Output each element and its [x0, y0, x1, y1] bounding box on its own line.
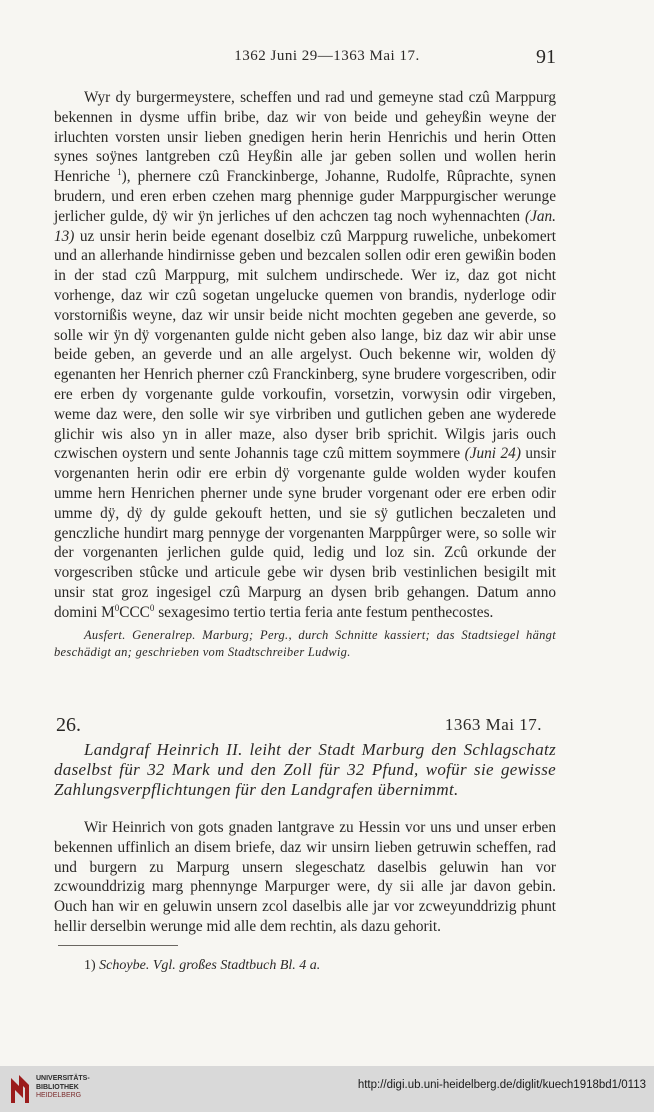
- library-name: [36, 1075, 90, 1101]
- page-number: 91: [536, 46, 556, 68]
- date-annotation: (Juni 24): [464, 445, 521, 463]
- text-segment: Wyr dy burgermeystere, scheffen und rad und gemeyne stad czû Marppurg bekennen in dysme uffin bribe, daz wir von beide und geheyßin weyne der irluchten vorsten unsir lieben gnedigen herin herin Henrichis und herin Otten synes soÿnes lantgreben czû Heyßin alle jar geben sollen und wollen herin Henriche: [54, 89, 556, 186]
- text-segment: uz unsir herin beide egenant doselbiz czû Marppurg ruweliche, unbekomert und an allerhande hindirnisse geben und bezcalen sollen odir eren gewißin boden in der stad czû Marppurg, mit sulchem undirschede. Wer iz, daz got nicht vorhenge, daz wir czû sogetan ungelucke quemen von brandis, nyderloge odir vorstornißis weyne, daz wir unsir beide nicht mochten gegeben ane geverde, so solle wir ÿn dÿ vorgenanten gulde nicht geben also lange, biz daz wir abir unse beide geben, an geverde und an alle argelyst. Ouch bekenne wir, wolden dÿ egenanten her Henrich pherner czû Franckinberg, syne brudere vorgescriben, odir ere erben dy vorgenante gulde vorkoufin, vorsetzin, vorwysin odir virgeben, weme daz were, den solle wir sye virbriben und gutlichen geben ane wyderede glichir wis also yn in aller maze, also dyser brib sprichit. Wilgis jaris ouch czwischen oystern und sente Johannis tage czû mittem soymmere: [54, 227, 556, 463]
- charter-date: 1363 Mai 17.: [444, 715, 542, 734]
- footnote-reference[interactable]: 1: [117, 167, 122, 178]
- text-segment: sexagesimo tertio tertia feria ante festum penthecostes.: [158, 603, 494, 621]
- footnote-divider: [58, 945, 178, 946]
- footnote: [84, 958, 320, 974]
- running-head: [0, 46, 654, 70]
- superscript: 0: [114, 602, 120, 613]
- library-name-line: BIBLIOTHEK: [36, 1083, 79, 1091]
- charter-26-text: Wir Heinrich von gots gnaden lantgrave zu Hessin vor uns und unser erben bekennen uffinlich an disem briefe, daz wir unsirn lieben getruwin scheffen, rad und burgern zu Marpurg unsern slegeschatz daselbis geluwin han vor zcwounddrizig marg phennynge Marpurger were, dy sii alle jar davon gebin. Ouch han wir en geluwin unsern zcol daselbis alle jar vor zcweyunddrizig phunt hellir derselbin werunge mid alle dem rechtin, als dazu gehorit.: [54, 819, 556, 935]
- text-segment: unsir vorgenanten herin odir ere erbin dÿ vorgenante gulde wolden wyder koufen umme hern Henrichen pherner unde syne bruder vorgenant oder ere erben odir umme dÿ, dÿ dy gulde gekouft hetten, und sie sÿ gutlichen beczaleten und genczliche hundirt marg pennyge der vorgenanten Marppûrger were, so solle wir der vorgenanten jerlichen gulde quid, ledig und loz sin. Zcû orkunde der vorgescriben stûcke und articule gebe wir dysen brib vestinlichen besigilt mit unsir stat groz ingesigel czû Marpurg an dysen brib gehangen. Datum anno domini M: [54, 445, 556, 621]
- university-library-logo-icon[interactable]: [8, 1073, 32, 1105]
- charter-26-body: [54, 818, 556, 937]
- charter-25-body: [54, 88, 556, 661]
- library-footer: [0, 1066, 654, 1112]
- charter-number: 26.: [56, 714, 81, 736]
- footnote-text: Schoybe. Vgl. großes Stadtbuch Bl. 4 a.: [99, 958, 321, 973]
- permalink-url[interactable]: http://digi.ub.uni-heidelberg.de/diglit/kuech1918bd1/0113: [357, 1079, 646, 1091]
- running-title: 1362 Juni 29—1363 Mai 17.: [234, 48, 420, 64]
- charter-26-heading: [54, 714, 556, 740]
- text-segment: CCC: [119, 603, 150, 621]
- text-segment: ), phernere czû Franckinberge, Johanne, Rudolfe, Rûprachte, synen brudern, und eren erben czehen marg phennige guder Marppurgischer werunge jerlicher gulde, dÿ wir ÿn jerliches uf den achczen tag noch wyhennachten: [54, 168, 556, 225]
- source-note: Ausfert. Generalrep. Marburg; Perg., durch Schnitte kassiert; das Stadtsiegel hängt beschädigt an; geschrieben vom Stadtschreiber Ludwig.: [54, 627, 556, 659]
- date-annotation: (Jan. 13): [54, 207, 556, 245]
- charter-26-regest: Landgraf Heinrich II. leiht der Stadt Marburg den Schlagschatz daselbst für 32 Mark und den Zoll für 32 Pfund, wofür sie gewisse Zahlungsverpflichtungen für den Landgrafen übernimmt.: [54, 740, 556, 800]
- footnote-marker: 1): [84, 958, 96, 973]
- charter-25-text: [54, 88, 556, 623]
- library-name-line: HEIDELBERG: [36, 1092, 82, 1100]
- library-name-line: UNIVERSITÄTS-: [36, 1075, 90, 1082]
- superscript: 0: [149, 602, 155, 613]
